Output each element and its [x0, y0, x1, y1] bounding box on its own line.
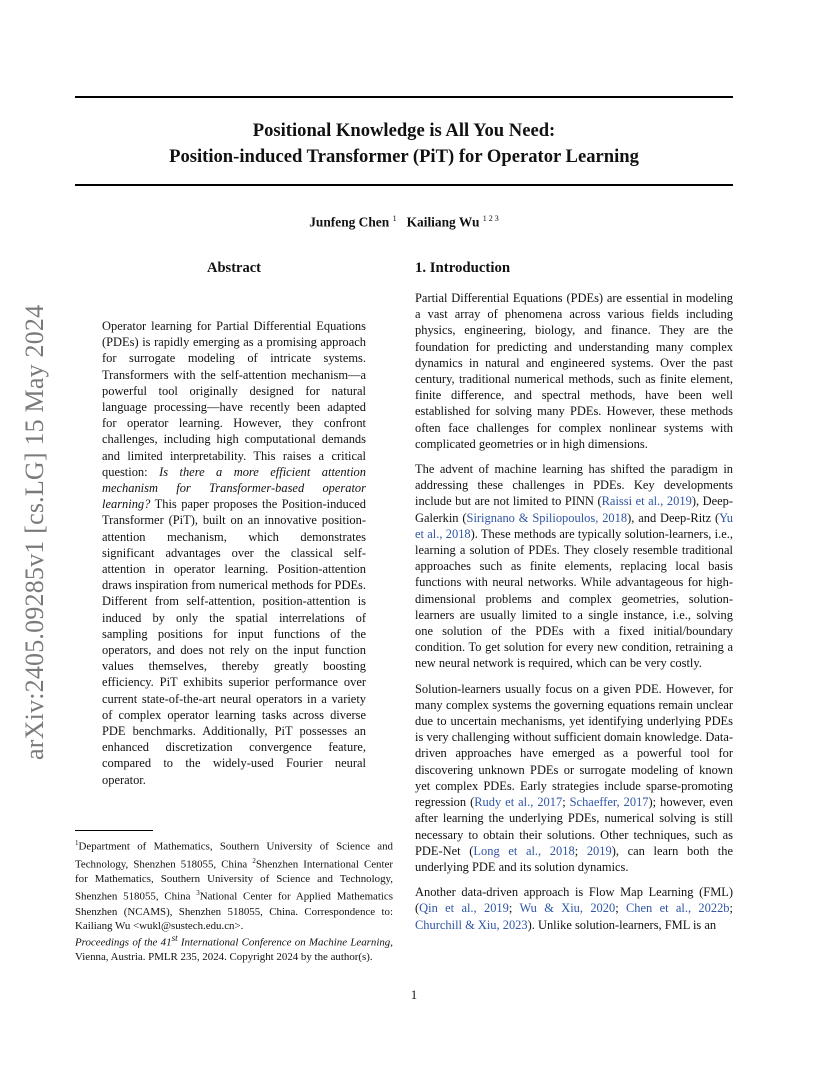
- author-name: Junfeng Chen: [309, 214, 390, 230]
- text: The advent of machine learning has shifted the paradigm in addressing these challenges in PDEs. Key developments include but are not limited to PINN (: [415, 462, 733, 509]
- paragraph: [415, 884, 733, 933]
- footnote-mark: 2: [252, 857, 256, 866]
- text: ), can learn both the underlying PDE and its solution dynamics.: [415, 843, 733, 874]
- abstract-text: This paper proposes the Position-induced Transformer (PiT), built on an innovative position-attention mechanism, which demonstrates significant advantages over the classical self-attention in operator learning. Position-attention draws inspiration from numerical methods for PDEs. Different from self-attention, position-attention is induced by only the spatial interrelations of sampling positions for input functions of the operators, and does not rely on the input function values themselves, thereby greatly boosting efficiency. PiT exhibits superior performance over current state-of-the-art neural operators in a variety of complex operator learning tasks across diverse PDE benchmarks. Additionally, PiT possesses an enhanced discretization convergence feature, compared to the widely-used Fourier neural operator.: [102, 497, 366, 787]
- text: ), and Deep-Ritz (: [627, 510, 720, 525]
- abstract-body: [102, 318, 366, 788]
- abstract-text: Operator learning for Partial Differential Equations (PDEs) is rapidly emerging as a promising approach for surrogate modeling of intricate systems. Transformers with the self-attention mechanism—a powerful tool originally designed for natural language processing—have recently been adapted for operator learning. However, they confront challenges, including high computational demands and limited interpretability. This raises a critical question:: [102, 319, 366, 479]
- author-name: Kailiang Wu: [406, 214, 480, 230]
- title-bottom-rule: [75, 184, 733, 186]
- proceedings-note: [75, 931, 393, 964]
- text: Proceedings of the: [75, 936, 161, 949]
- text: ;: [729, 901, 733, 916]
- text: Department of Mathematics, Southern University of Science and Technology, Shenzhen 518055, China: [75, 840, 393, 871]
- citation-link[interactable]: 2019: [586, 843, 612, 858]
- citation-link[interactable]: Chen et al., 2022b: [626, 901, 730, 916]
- citation-link[interactable]: Qin et al., 2019: [419, 901, 509, 916]
- citation-link[interactable]: Sirignano & Spiliopoulos, 2018: [466, 510, 628, 525]
- text: ;: [574, 843, 587, 858]
- text: st: [171, 933, 178, 943]
- citation-link[interactable]: Churchill & Xiu, 2023: [415, 917, 528, 932]
- text: ;: [562, 795, 570, 810]
- text: ). These methods are typically solution-learners, i.e., learning a solution of PDEs. They closely resemble traditional approaches such as finite elements, replacing local basis functions with neural networks. While advantageous for high-dimensional problems and complex geometries, solution-learners are usually limited to a single instance, i.e., solving one solution of the PDEs with a fixed initial/boundary condition. To get solution for every new condition, retraining a new neural network is required, which can be very costly.: [415, 526, 733, 671]
- text: ), Deep-Galerkin (: [415, 494, 734, 525]
- paragraph: Partial Differential Equations (PDEs) are essential in modeling a vast array of phenomena across various fields including physics, engineering, biology, and finance. They are the foundation for predicting and understanding many complex dynamics in natural and engineered systems. Over the past century, traditional numerical methods, such as finite element, finite difference, and spectral methods, have been well established for solving many PDEs. However, these methods often face challenges for complex nonlinear systems with complicated geometries or in high dimensions.: [415, 291, 733, 451]
- footnote-rule: [75, 830, 153, 831]
- paper-title: [75, 118, 733, 170]
- title-line-1: Positional Knowledge is All You Need:: [252, 120, 556, 141]
- text: ;: [615, 901, 627, 916]
- text: Shenzhen International Center for Mathematics, Southern University of Science and Technology, Shenzhen 518055, China: [75, 858, 393, 904]
- page-number: 1: [410, 988, 418, 1002]
- arxiv-stamp: arXiv:2405.09285v1 [cs.LG] 15 May 2024: [20, 304, 49, 760]
- footnote-mark: 3: [196, 889, 200, 898]
- text: ). Unlike solution-learners, FML is an: [527, 917, 717, 932]
- abstract-heading: Abstract: [207, 260, 261, 276]
- citation-link[interactable]: Yu et al., 2018: [415, 510, 733, 541]
- author-list: [75, 214, 733, 230]
- citation-link[interactable]: Schaeffer, 2017: [569, 795, 649, 810]
- paragraph: [415, 681, 733, 875]
- text: Solution-learners usually focus on a given PDE. However, for many complex systems the governing equations remain unclear due to uncertain mechanisms, yet identifying underlying PDEs is very challenging without sufficient domain knowledge. Data-driven approaches have emerged as a powerful tool for discovering unknown PDEs or surrogate modeling of known yet complex PDEs. Early strategies include sparse-promoting regression (: [415, 681, 733, 810]
- text: 41: [160, 936, 172, 949]
- text: International Conference on Machine Learning: [177, 936, 391, 949]
- author-affiliation-mark: 1: [392, 214, 397, 223]
- citation-link[interactable]: Rudy et al., 2017: [474, 795, 563, 810]
- paragraph: [415, 461, 733, 672]
- text: National Center for Applied Mathematics Shenzhen (NCAMS), Shenzhen 518055, China. Correspondence to: Kailiang Wu <wukl@sustech.edu.cn>.: [75, 891, 393, 932]
- affiliation-footnote: [75, 836, 393, 933]
- text: Another data-driven approach is Flow Map Learning (FML) (: [415, 885, 733, 916]
- section-heading-introduction: 1. Introduction: [415, 260, 511, 276]
- text: ); however, even after learning the underlying PDEs, numerical solving is still necessary to obtain their solutions. Other techniques, such as PDE-Net (: [415, 795, 733, 858]
- citation-link[interactable]: Raissi et al., 2019: [601, 494, 692, 509]
- text: , Vienna, Austria. PMLR 235, 2024. Copyright 2024 by the author(s).: [75, 936, 393, 964]
- introduction-body: [415, 290, 733, 942]
- abstract-question: Is there a more efficient attention mechanism for Transformer-based operator learning?: [102, 464, 366, 512]
- author-affiliation-mark: 1 2 3: [482, 214, 499, 223]
- title-top-rule: [75, 96, 733, 98]
- footnote-mark: 1: [75, 839, 79, 847]
- citation-link[interactable]: Long et al., 2018: [473, 843, 575, 858]
- citation-link[interactable]: Wu & Xiu, 2020: [519, 901, 616, 916]
- title-line-2: Position-induced Transformer (PiT) for Operator Learning: [169, 146, 639, 167]
- text: ;: [508, 901, 520, 916]
